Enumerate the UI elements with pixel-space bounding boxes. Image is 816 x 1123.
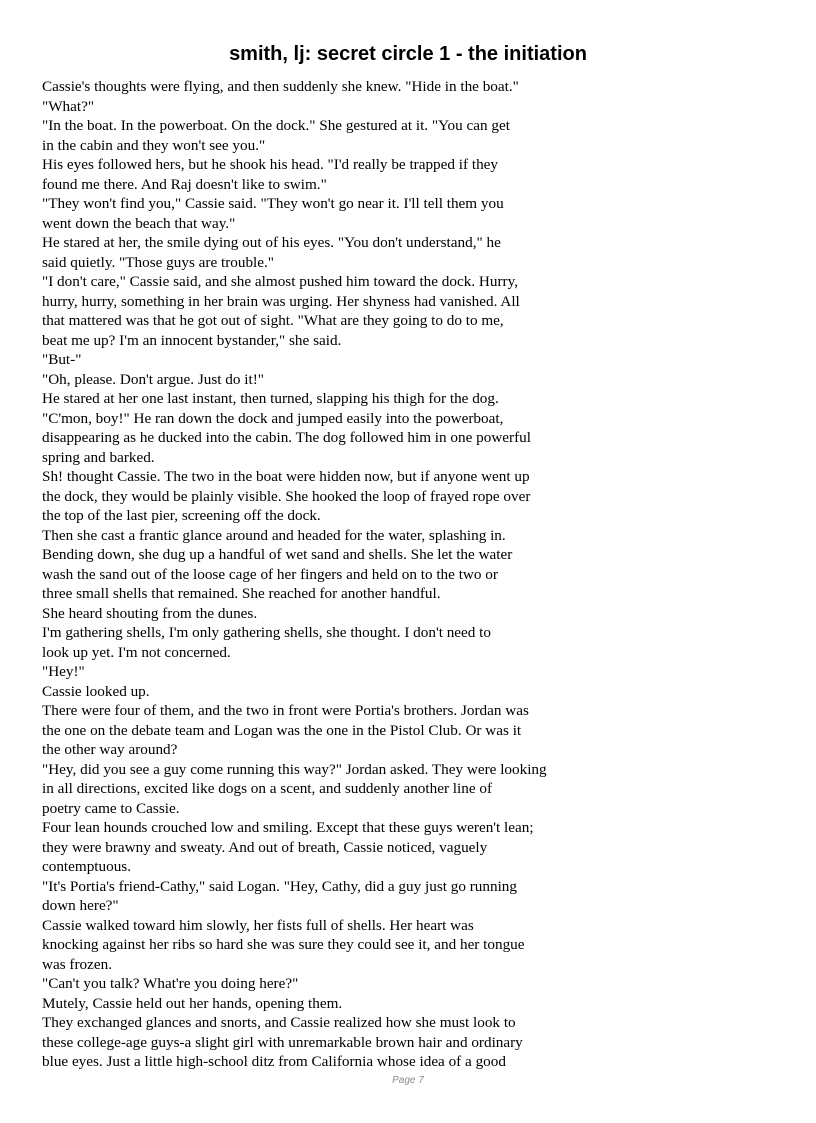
text-line: they were brawny and sweaty. And out of breath, Cassie noticed, vaguely [42, 838, 488, 856]
text-line: "It's Portia's friend-Cathy," said Logan. "Hey, Cathy, did a guy just go running [42, 877, 517, 895]
text-line: down here?" [42, 897, 119, 914]
text-line: found me there. And Raj doesn't like to swim." [42, 175, 327, 193]
page-number: Page 7 [392, 1075, 424, 1086]
text-line: in all directions, excited like dogs on a scent, and suddenly another line of [42, 780, 493, 797]
text-line: Four lean hounds crouched low and smiling. Except that these guys weren't lean; [42, 819, 534, 836]
text-line: Cassie's thoughts were flying, and then suddenly she knew. "Hide in the boat." [42, 78, 519, 95]
text-line: the one on the debate team and Logan was the one in the Pistol Club. Or was it [42, 721, 522, 739]
page-title: smith, lj: secret circle 1 - the initiation [229, 43, 587, 65]
text-line: She heard shouting from the dunes. [42, 604, 258, 622]
body-text [42, 77, 602, 1072]
text-line: disappearing as he ducked into the cabin. The dog followed him in one powerful [42, 429, 531, 446]
text-line: contemptuous. [42, 858, 132, 875]
text-line: Then she cast a frantic glance around and headed for the water, splashing in. [42, 526, 506, 544]
text-line: "Hey!" [42, 663, 85, 680]
text-line: There were four of them, and the two in front were Portia's brothers. Jordan was [42, 702, 529, 719]
text-line: hurry, hurry, something in her brain was urging. Her shyness had vanished. All [42, 292, 520, 310]
text-line: beat me up? I'm an innocent bystander," she said. [42, 331, 342, 349]
text-line: "What?" [42, 97, 95, 115]
text-line: the other way around? [42, 741, 178, 758]
text-line: Cassie walked toward him slowly, her fists full of shells. Her heart was [42, 916, 474, 934]
text-line: "But-" [42, 351, 82, 368]
text-line: "They won't find you," Cassie said. "They won't go near it. I'll tell them you [42, 195, 504, 212]
text-line: in the cabin and they won't see you." [42, 136, 266, 154]
text-line: Sh! thought Cassie. The two in the boat were hidden now, but if anyone went up [42, 468, 530, 485]
text-line: these college-age guys-a slight girl with unremarkable brown hair and ordinary [42, 1033, 523, 1051]
text-line: "I don't care," Cassie said, and she almost pushed him toward the dock. Hurry, [42, 273, 518, 290]
text-line: "C'mon, boy!" He ran down the dock and jumped easily into the powerboat, [42, 409, 504, 427]
text-line: His eyes followed hers, but he shook his head. "I'd really be trapped if they [42, 156, 499, 173]
text-line: They exchanged glances and snorts, and Cassie realized how she must look to [42, 1014, 516, 1031]
text-line: "Can't you talk? What're you doing here?" [42, 975, 299, 992]
text-line: blue eyes. Just a little high-school ditz from California whose idea of a good [42, 1053, 506, 1070]
text-line: spring and barked. [42, 448, 155, 466]
text-line: that mattered was that he got out of sight. "What are they going to do to me, [42, 312, 504, 329]
text-line: Bending down, she dug up a handful of wet sand and shells. She let the water [42, 546, 513, 563]
text-line: was frozen. [42, 955, 112, 973]
text-line: the top of the last pier, screening off the dock. [42, 507, 321, 524]
text-line: the dock, they would be plainly visible. She hooked the loop of frayed rope over [42, 487, 531, 505]
text-line: Mutely, Cassie held out her hands, opening them. [42, 994, 343, 1012]
text-line: "Hey, did you see a guy come running this way?" Jordan asked. They were looking [42, 760, 547, 778]
text-line: knocking against her ribs so hard she was sure they could see it, and her tongue [42, 936, 525, 953]
text-line: three small shells that remained. She reached for another handful. [42, 585, 441, 602]
text-line: Cassie looked up. [42, 682, 150, 700]
text-line: poetry came to Cassie. [42, 799, 180, 817]
text-line: wash the sand out of the loose cage of her fingers and held on to the two or [42, 565, 498, 583]
text-line: look up yet. I'm not concerned. [42, 643, 231, 661]
text-line: I'm gathering shells, I'm only gathering shells, she thought. I don't need to [42, 624, 491, 641]
text-line: "Oh, please. Don't argue. Just do it!" [42, 370, 264, 388]
text-line: He stared at her, the smile dying out of his eyes. "You don't understand," he [42, 234, 501, 251]
text-line: went down the beach that way." [42, 214, 236, 232]
text-line: said quietly. "Those guys are trouble." [42, 253, 275, 271]
text-line: He stared at her one last instant, then turned, slapping his thigh for the dog. [42, 390, 499, 407]
text-line: "In the boat. In the powerboat. On the dock." She gestured at it. "You can get [42, 117, 510, 134]
